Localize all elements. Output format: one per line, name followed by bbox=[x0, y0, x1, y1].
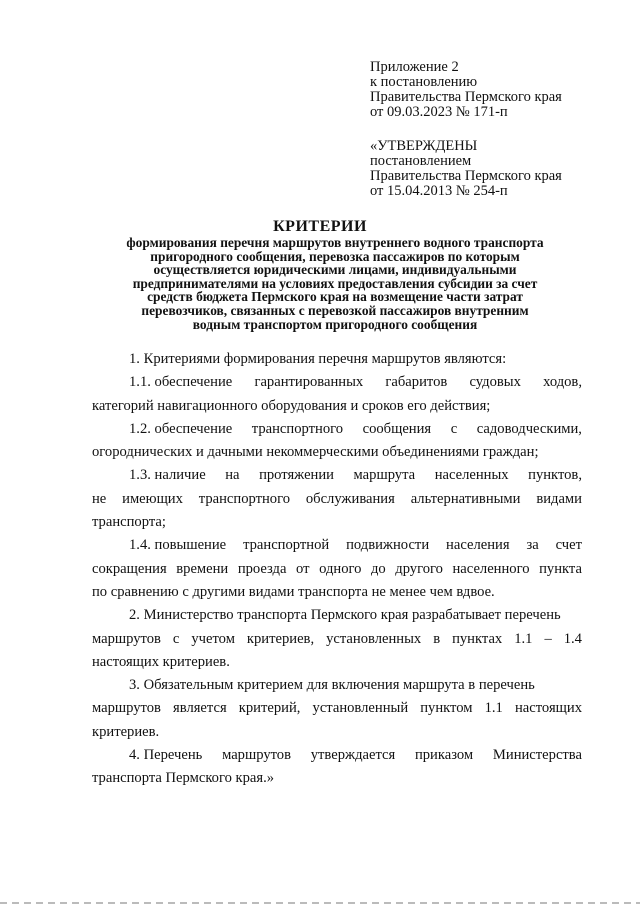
word: сообщения bbox=[362, 420, 432, 437]
word: протяжении bbox=[259, 467, 334, 484]
paragraph-3-line-3: критериев. bbox=[92, 723, 160, 740]
document-body bbox=[92, 348, 582, 791]
word: установленных bbox=[326, 630, 422, 647]
paragraph-1-1-line-2: категорий навигационного оборудования и сроков его действия; bbox=[92, 397, 491, 414]
word: 1.3. наличие bbox=[129, 467, 206, 484]
paragraph-2-line-3: настоящих критериев. bbox=[92, 653, 230, 670]
word: 4. Перечень bbox=[129, 747, 203, 764]
word: времени bbox=[176, 560, 229, 577]
word: учетом bbox=[191, 630, 235, 647]
paragraph-1: 1. Критериями формирования перечня маршрутов являются: bbox=[129, 351, 507, 367]
word: настоящих bbox=[514, 700, 582, 717]
word: транспортного bbox=[198, 490, 290, 507]
subtitle-line: предпринимателями на условиях предоставления субсидии за счет bbox=[132, 275, 538, 291]
word: до bbox=[370, 560, 386, 577]
word: 1.1 bbox=[484, 700, 503, 717]
paragraph-1-3-line-2 bbox=[92, 488, 582, 511]
word: 1.4. повышение bbox=[129, 537, 227, 554]
word: Министерства bbox=[492, 747, 582, 764]
word: на bbox=[225, 467, 240, 484]
word: 1.4 bbox=[563, 630, 582, 647]
approved-header bbox=[370, 139, 620, 199]
word: приказом bbox=[414, 747, 474, 764]
subtitle-line: водным транспортом пригородного сообщения bbox=[192, 316, 478, 332]
paragraph-1-2-line-2: огороднических и дачными некоммерческими объединениями граждан; bbox=[92, 444, 539, 461]
scan-edge-divider bbox=[0, 902, 640, 904]
word: с bbox=[450, 420, 458, 437]
word: пунктах bbox=[452, 630, 503, 647]
document-subtitle bbox=[95, 236, 575, 331]
appendix-line: Приложение 2 bbox=[370, 59, 459, 75]
word: 1.1 bbox=[514, 630, 533, 647]
word: гарантированных bbox=[254, 374, 364, 391]
word: населенного bbox=[452, 560, 530, 577]
subtitle-line: формирования перечня маршрутов внутреннего водного транспорта bbox=[126, 235, 544, 250]
paragraph-2-line-2 bbox=[92, 628, 582, 651]
paragraph-1-3-line-1 bbox=[92, 464, 582, 487]
word: габаритов bbox=[385, 374, 448, 391]
approved-line: «УТВЕРЖДЕНЫ bbox=[370, 138, 478, 154]
approved-line: Правительства Пермского края bbox=[370, 168, 562, 184]
word: установленный bbox=[312, 700, 409, 717]
word: подвижности bbox=[346, 537, 430, 554]
paragraph-1-3-line-3: транспорта; bbox=[92, 514, 166, 531]
word: транспортного bbox=[251, 420, 344, 437]
word: маршрутов bbox=[92, 700, 161, 717]
word: населенных bbox=[434, 467, 509, 484]
word: счет bbox=[555, 537, 582, 554]
subtitle-line: средств бюджета Пермского края на возмещение части затрат bbox=[147, 289, 523, 305]
document-title: КРИТЕРИИ bbox=[273, 218, 367, 235]
word: маршрутов bbox=[222, 747, 291, 764]
paragraph-1-2-line-1 bbox=[92, 418, 582, 441]
word: садоводческими, bbox=[476, 420, 582, 437]
word: населения bbox=[446, 537, 510, 554]
word: утверждается bbox=[310, 747, 396, 764]
word: другого bbox=[395, 560, 443, 577]
appendix-header bbox=[370, 60, 620, 120]
paragraph-4-line-1 bbox=[92, 744, 582, 767]
appendix-line: к постановлению bbox=[370, 74, 478, 90]
word: является bbox=[173, 700, 227, 717]
word: транспортной bbox=[243, 537, 330, 554]
paragraph-4-line-2: транспорта Пермского края.» bbox=[92, 770, 275, 787]
paragraph-2-line-1: 2. Министерство транспорта Пермского края разрабатывает перечень bbox=[129, 607, 561, 624]
word: пунктом bbox=[420, 700, 473, 717]
word: от bbox=[296, 560, 310, 577]
appendix-line: Правительства Пермского края bbox=[370, 89, 562, 105]
word: сокращения bbox=[92, 560, 167, 577]
word: обслуживания bbox=[305, 490, 395, 507]
paragraph-1-4-line-1 bbox=[92, 534, 582, 557]
paragraph-3-line-2 bbox=[92, 697, 582, 720]
approved-line: постановлением bbox=[370, 153, 472, 169]
paragraph-3-line-1: 3. Обязательным критерием для включения маршрута в перечень bbox=[129, 677, 535, 694]
subtitle-line: пригородного сообщения, перевозка пассажиров по которым bbox=[150, 248, 520, 264]
paragraph-1-4-line-3: по сравнению с другими видами транспорта не менее чем вдвое. bbox=[92, 583, 495, 600]
word: с bbox=[172, 630, 180, 647]
word: альтернативными bbox=[410, 490, 521, 507]
word: за bbox=[526, 537, 539, 554]
word: критериев, bbox=[246, 630, 315, 647]
word: критерий, bbox=[238, 700, 301, 717]
word: 1.2. обеспечение bbox=[129, 420, 233, 437]
word: одного bbox=[319, 560, 362, 577]
word: пунктов, bbox=[528, 467, 582, 484]
word: маршрута bbox=[353, 467, 416, 484]
approved-line: от 15.04.2013 № 254-п bbox=[370, 183, 508, 199]
word: 1.1. обеспечение bbox=[129, 374, 233, 391]
word: видами bbox=[536, 490, 582, 507]
word: не bbox=[92, 490, 107, 507]
word: имеющих bbox=[122, 490, 183, 507]
word: – bbox=[544, 630, 552, 647]
word: судовых bbox=[469, 374, 521, 391]
subtitle-line: перевозчиков, связанных с перевозкой пассажиров внутренним bbox=[141, 302, 529, 318]
paragraph-1-4-line-2 bbox=[92, 558, 582, 581]
subtitle-line: осуществляется юридическими лицами, индивидуальными bbox=[153, 262, 517, 278]
paragraph-1-1-line-1 bbox=[92, 371, 582, 394]
word: в bbox=[433, 630, 441, 647]
word: маршрутов bbox=[92, 630, 161, 647]
word: пункта bbox=[539, 560, 582, 577]
word: проезда bbox=[237, 560, 287, 577]
appendix-line: от 09.03.2023 № 171-п bbox=[370, 104, 508, 120]
word: ходов, bbox=[543, 374, 582, 391]
